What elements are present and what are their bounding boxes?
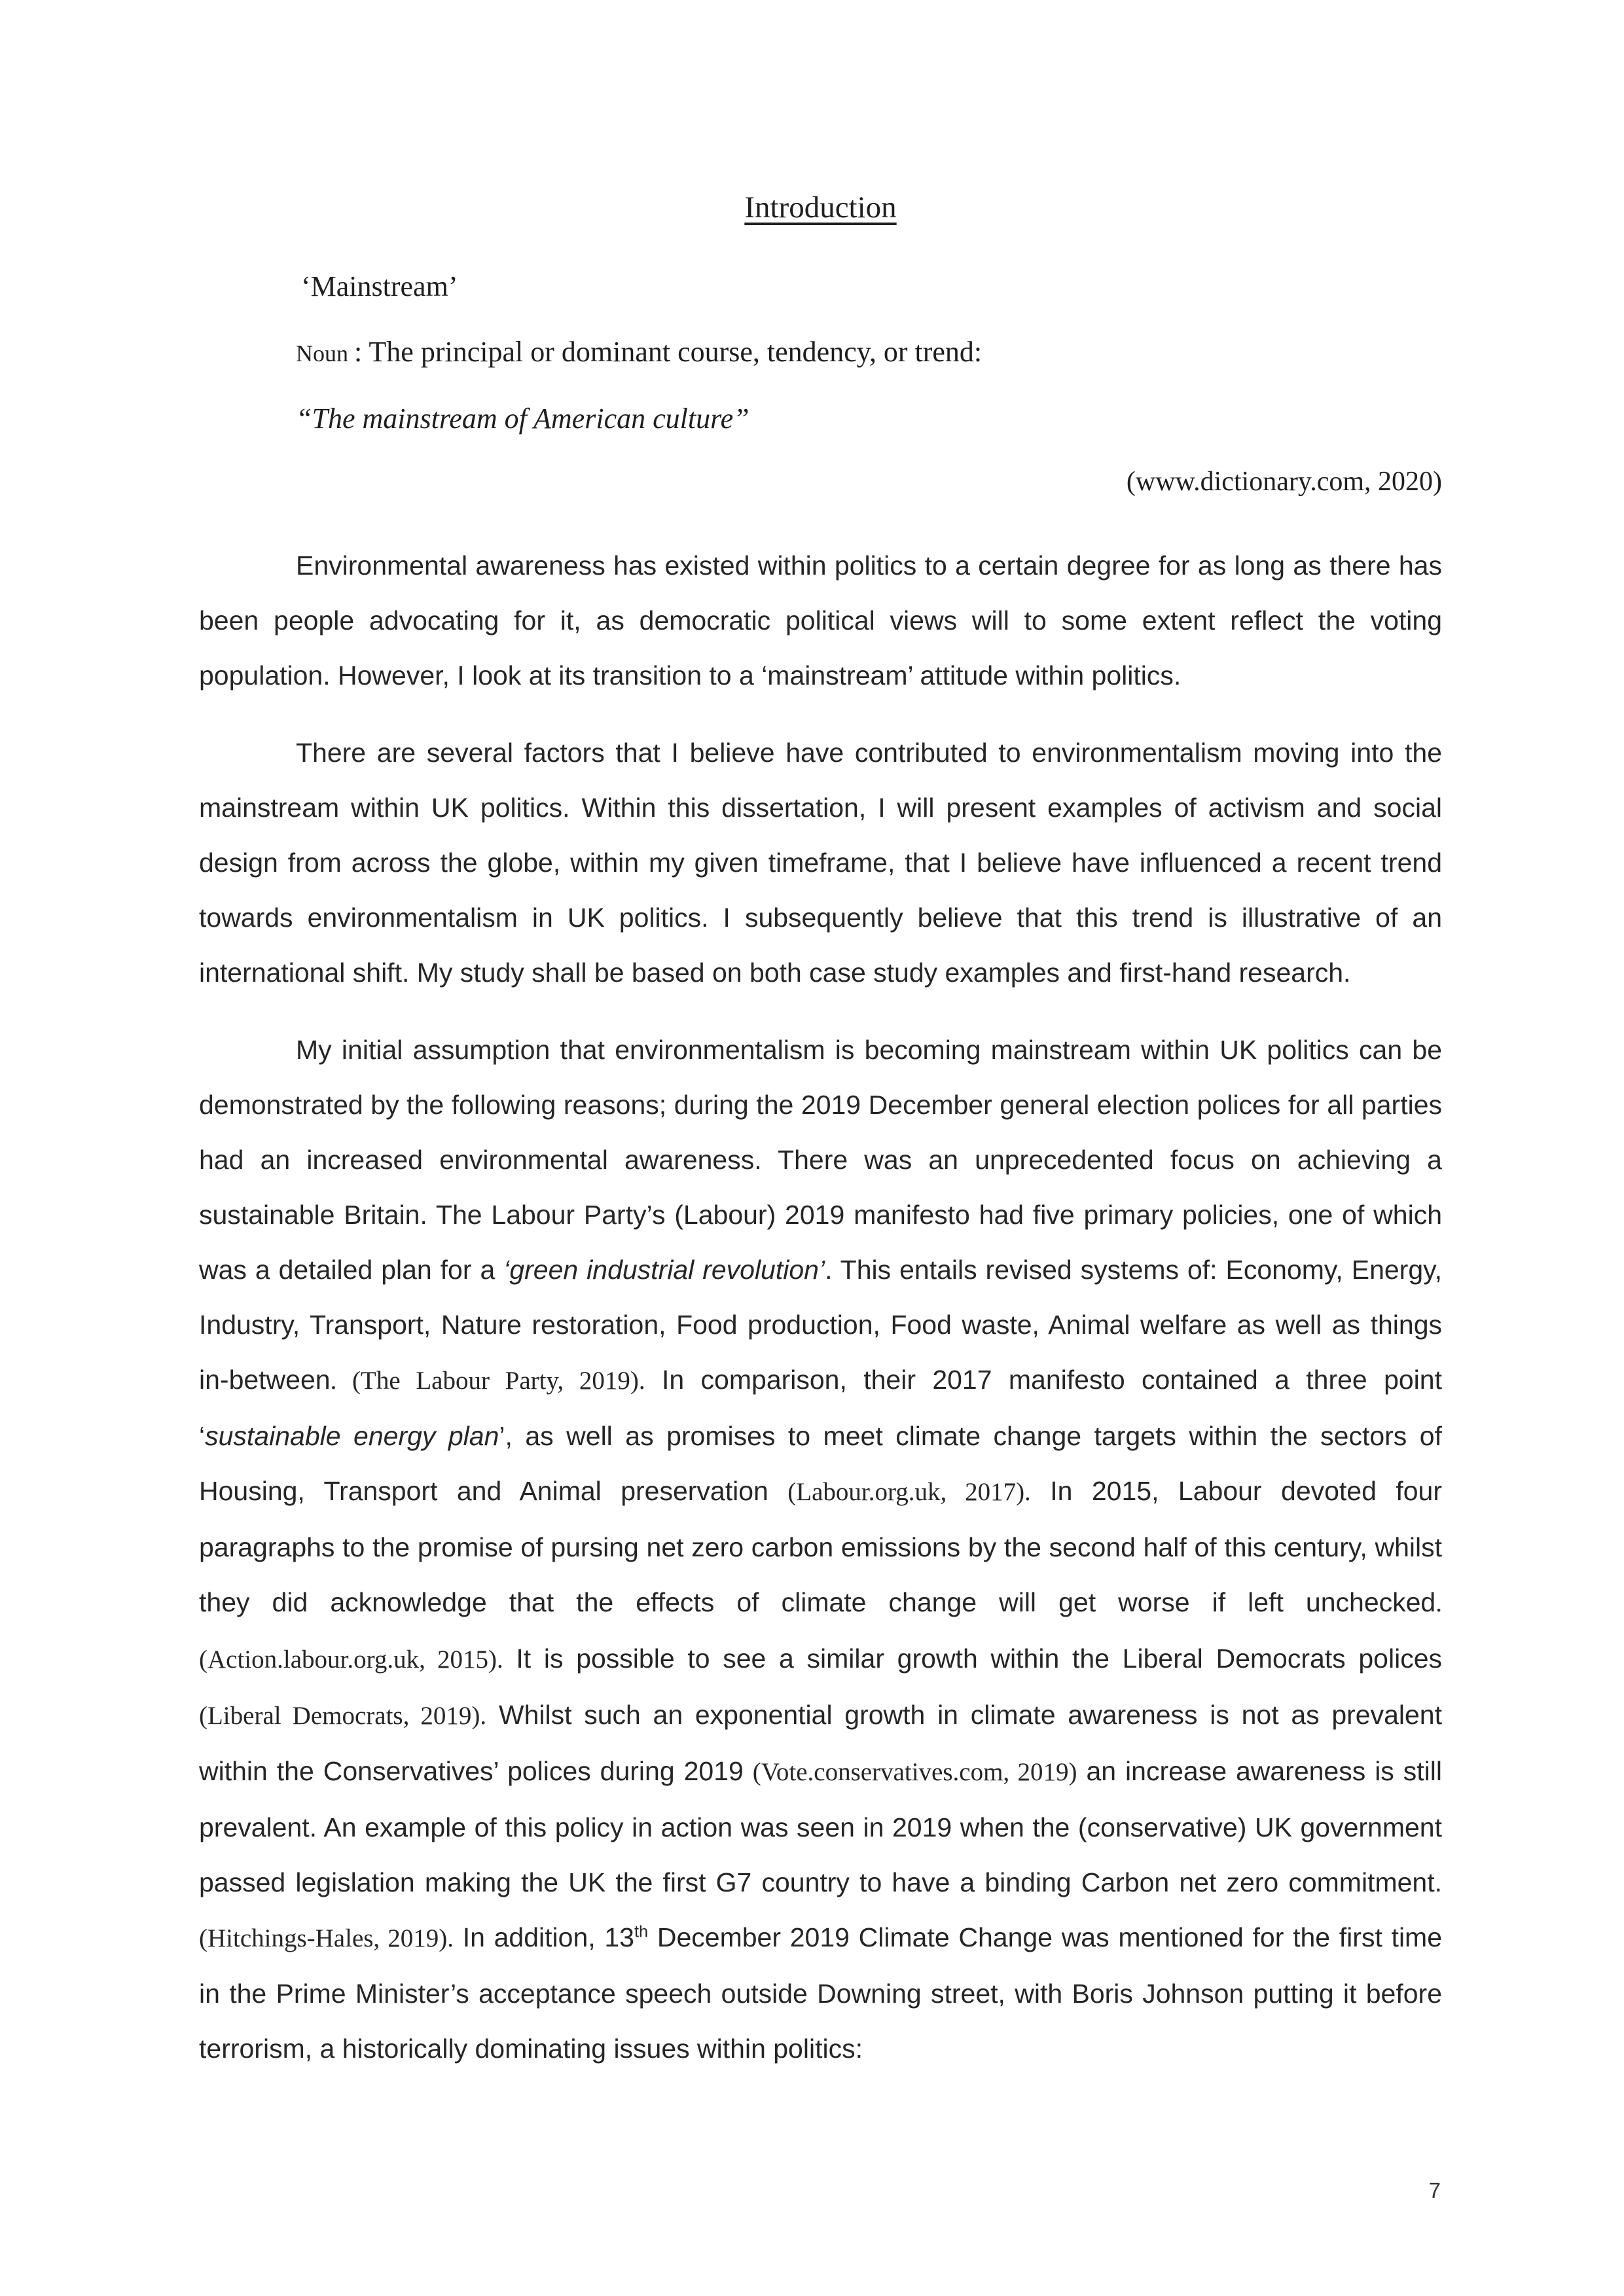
definition-source-citation: (www.dictionary.com, 2020): [1126, 467, 1442, 497]
paragraph-1: Environmental awareness has existed within politics to a certain degree for as long as there has been people advocating for it, as democratic political views will to some extent reflect the voting population. However, I look at its transition to a ‘mainstream’ attitude within politics.: [199, 550, 1442, 691]
page-title: Introduction: [744, 190, 897, 224]
definition-noun-line: Noun : The principal or dominant course, tendency, or trend:: [296, 336, 983, 368]
paragraph-2: There are several factors that I believe have contributed to environmentalism moving into the mainstream within UK politics. Within this dissertation, I will present examples of activism and social design from across the globe, within my given timeframe, that I believe have influenced a recent trend towards environmentalism in UK politics. I subsequently believe that this trend is illustrative of an international shift. My study shall be based on both case study examples and first-hand research.: [199, 738, 1442, 988]
definition-term: ‘Mainstream’: [301, 270, 458, 302]
definition-example: “The mainstream of American culture”: [296, 403, 749, 435]
page-number: 7: [1428, 2178, 1441, 2202]
paragraph-3: My initial assumption that environmentalism is becoming mainstream within UK politics can be demonstrated by the following reasons; during the 2019 December general election polices for all parties had an increased environmental awareness. There was an unprecedented focus on achieving a sustainable Britain. The Labour Party’s (Labour) 2019 manifesto had five primary policies, one of which was a detailed plan for a ‘green industrial revolution’. This entails revised systems of: Economy, Energy, Industry, Transport, Nature restoration, Food production, Food waste, Animal welfare as well as things in-between. (The Labour Party, 2019). In comparison, their 2017 manifesto contained a three point ‘sustainable energy plan’, as well as promises to meet climate change targets within the sectors of Housing, Transport and Animal preservation (Labour.org.uk, 2017). In 2015, Labour devoted four paragraphs to the promise of pursing net zero carbon emissions by the second half of this century, whilst they did acknowledge that the effects of climate change will get worse if left unchecked. (Action.labour.org.uk, 2015). It is possible to see a similar growth within the Liberal Democrats polices (Liberal Democrats, 2019). Whilst such an exponential growth in climate awareness is not as prevalent within the Conservatives’ polices during 2019 (Vote.conservatives.com, 2019) an increase awareness is still prevalent. An example of this policy in action was seen in 2019 when the (conservative) UK government passed legislation making the UK the first G7 country to have a binding Carbon net zero commitment. (Hitchings-Hales, 2019). In addition, 13th December 2019 Climate Change was mentioned for the first time in the Prime Minister’s acceptance speech outside Downing street, with Boris Johnson putting it before terrorism, a historically dominating issues within politics:: [199, 1035, 1443, 2064]
